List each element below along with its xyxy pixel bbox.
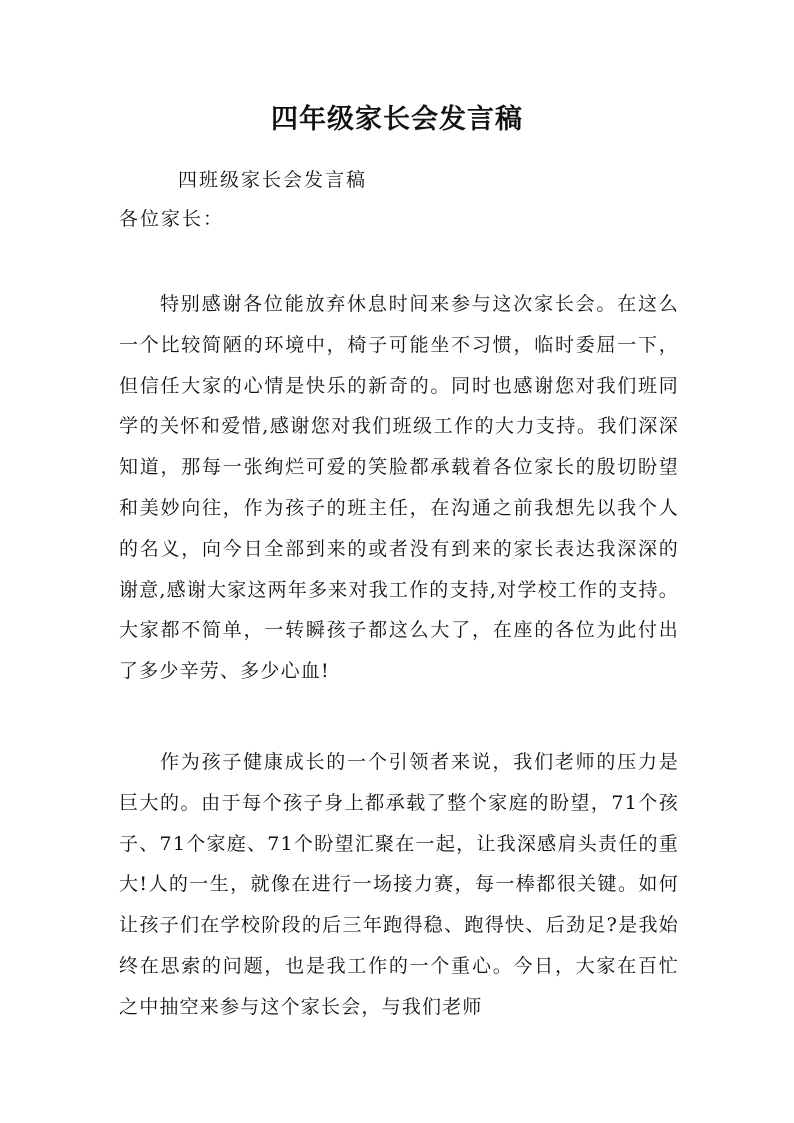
body-paragraph: 作为孩子健康成长的一个引领者来说，我们老师的压力是巨大的。由于每个孩子身上都承载了整个家庭的盼望，71个孩子、71个家庭、71个盼望汇聚在一起，让我深感肩头责任的重大!人的一生，就像在进行一场接力赛，每一棒都很关键。如何让孩子们在学校阶段的后三年跑得稳、跑得快、后劲足?是我始终在思索的问题，也是我工作的一个重心。今日，大家在百忙之中抽空来参与这个家长会，与我们老师 (119, 751, 679, 1018)
salutation: 各位家长： (119, 208, 225, 230)
document-title: 四年级家长会发言稿 (271, 104, 523, 135)
document-subtitle: 四班级家长会发言稿 (178, 169, 368, 191)
body-paragraph: 特别感谢各位能放弃休息时间来参与这次家长会。在这么一个比较简陋的环境中，椅子可能坐不习惯，临时委屈一下，但信任大家的心情是快乐的新奇的。同时也感谢您对我们班同学的关怀和爱惜,感谢您对我们班级工作的大力支持。我们深深知道，那每一张绚烂可爱的笑脸都承载着各位家长的殷切盼望和美妙向往，作为孩子的班主任，在沟通之前我想先以我个人的名义，向今日全部到来的或者没有到来的家长表达我深深的谢意,感谢大家这两年多来对我工作的支持,对学校工作的支持。大家都不简单，一转瞬孩子都这么大了，在座的各位为此付出了多少辛劳、多少心血! (119, 293, 679, 683)
